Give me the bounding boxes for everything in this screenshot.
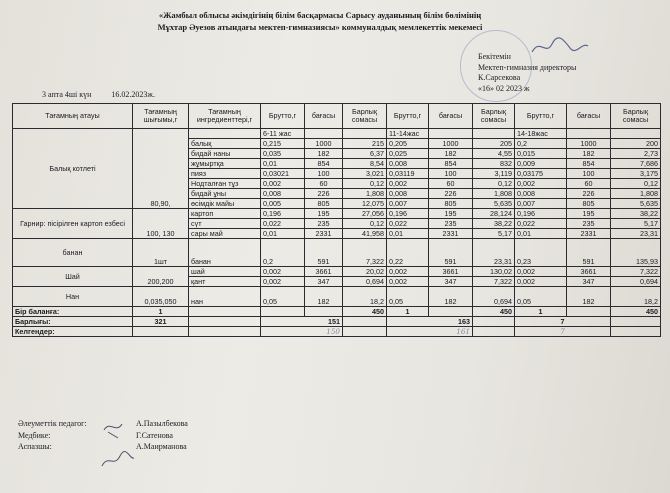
table-row: балық 0,215 1000 215 0,205 1000 205 0,2 1000 200 (13, 139, 661, 149)
table-row: пияз 0,03021 100 3,021 0,03119 100 3,119 0,03175 100 3,175 (13, 169, 661, 179)
menu-date-line (42, 90, 173, 99)
ingredient: бидай наны (189, 149, 261, 159)
ingredient: шай (189, 267, 261, 277)
table-header-row (13, 104, 661, 129)
table-row: қант 0,002 347 0,694 0,002 347 7,322 0,002 347 0,694 (13, 277, 661, 287)
dish-name: банан (13, 239, 133, 267)
table-row: өсімдік майы 0,005 805 12,075 0,007 805 5,635 0,007 805 5,635 (13, 199, 661, 209)
menu-table (12, 103, 661, 337)
table-row: бидай наны 0,035 182 6,37 0,025 182 4,55 0,015 182 2,73 (13, 149, 661, 159)
approval-line-2: Мектеп-гимназия директоры (478, 62, 577, 72)
dish-portion: 100, 130 (133, 209, 189, 239)
ingredient: Нодталған тұз (189, 179, 261, 189)
col-brutto-3: Брутто,г (515, 104, 567, 129)
table-row: сүт 0,022 235 0,12 0,022 235 38,22 0,022 235 5,17 (13, 219, 661, 229)
col-ingredient: Тағамның ингредиенттері,г (189, 104, 261, 129)
dish-portion: 80,90, (133, 129, 189, 209)
approval-date: «16» 02 2023 ж (478, 83, 530, 93)
table-row: бидай ұны 0,008 226 1,808 0,008 226 1,808 0,008 226 1,808 (13, 189, 661, 199)
ingredient: қант (189, 277, 261, 287)
ingredient: өсімдік майы (189, 199, 261, 209)
dish-portion: 200,200 (133, 267, 189, 287)
col-portion: Тағамның шығымы,г (133, 104, 189, 129)
col-brutto-1: Брутто,г (261, 104, 305, 129)
dish-name: Нан (13, 287, 133, 307)
total-row: Барлығы: 321 151 163 7 (13, 317, 661, 327)
ingredient: жұмыртқа (189, 159, 261, 169)
col-price-3: бағасы (567, 104, 611, 129)
approval-line-3: К.Сарсекова (478, 73, 521, 82)
week-day: 3 апта 4ші күн (42, 90, 92, 99)
approval-block (478, 52, 638, 94)
age-group-6-11: 6-11 жас (261, 129, 305, 139)
per-child-label: Бір баланға: (13, 307, 133, 317)
table-row: сары май 0,01 2331 41,958 0,01 2331 5,17 0,01 2331 23,31 (13, 229, 661, 239)
age-group-row (13, 129, 661, 139)
col-total-1: Барлық сомасы (343, 104, 387, 129)
col-brutto-2: Брутто,г (387, 104, 429, 129)
per-child-row: Бір баланға: 1 450 1 450 1 450 (13, 307, 661, 317)
ingredient: сүт (189, 219, 261, 229)
dish-name: Шай (13, 267, 133, 287)
institution-header (110, 9, 530, 33)
menu-date: 16.02.2023ж. (111, 90, 155, 99)
dish-portion: 1шт (133, 239, 189, 267)
ingredient: нан (189, 287, 261, 307)
table-row: Нодталған тұз 0,002 60 0,12 0,002 60 0,12 0,002 60 0,12 (13, 179, 661, 189)
col-total-2: Барлық сомасы (473, 104, 515, 129)
ingredient: сары май (189, 229, 261, 239)
ingredient: картоп (189, 209, 261, 219)
dish-name: Гарнир: пісірілген картоп езбесі (13, 209, 133, 239)
age-group-14-18: 14-18жас (515, 129, 567, 139)
table-row: жұмыртқа 0,01 854 8,54 0,008 854 832 0,009 854 7,686 (13, 159, 661, 169)
attendance-label: Келгендер: (13, 327, 133, 337)
header-line-1: «Жамбыл облысы әкімдігінің білім басқармасы Сарысу ауданының білім бөлімінің (158, 10, 482, 20)
table-row: Гарнир: пісірілген картоп езбесі 100, 130 картоп 0,196 195 27,056 0,196 195 28,124 0,196 195 38,22 (13, 209, 661, 219)
table-row: Нан 0,035,050 нан 0,05 182 18,2 0,05 182 0,694 0,05 182 18,2 (13, 287, 661, 307)
ingredient: бидай ұны (189, 189, 261, 199)
attendance-row: Келгендер: 150 161 7 (13, 327, 661, 337)
age-group-11-14: 11-14жас (387, 129, 429, 139)
ingredient: пияз (189, 169, 261, 179)
table-row: Шай 200,200 шай 0,002 3661 20,02 0,002 3661 130,02 0,002 3661 7,322 (13, 267, 661, 277)
approval-line-1: Бекітемін (478, 52, 511, 61)
col-dish: Тағамның атауы (13, 104, 133, 129)
dish-name: Балық котлеті (13, 129, 133, 209)
document-page: «Жамбыл облысы әкімдігінің білім басқармасы Сарысу ауданының білім бөлімінің Мұхтар Әуезов атындағы мектеп-гимназиясы» коммуналдық мемлекеттік мекемесі Бекітемін Мектеп-гимназия директоры К.Сарсекова «16» 02 2023 ж 3 апта 4ші күн 16.02.2023ж. Тағамның атауы Тағамның шығымы,г Тағамның ингредиенттері,г Брутто,г бағасы Барлық сомасы Брутто,г бағасы Барлық сомасы Брутто,г бағасы Барлық сомасы Балық котлеті 80,90, 6-11 жас 11-14жас 14-18жас балық 0,215 1000 215 0,205 1000 205 0,2 1000 200 бидай наны 0,035 182 6,37 0,025 182 4,55 0,015 182 2,73 жұмыртқа 0,01 854 8,54 0,008 854 832 0,009 854 7,686 пияз 0,03021 100 3,021 0,03119 100 3,119 0,03175 100 3,175 Нодталған тұз 0,002 60 0,12 0,002 60 0,12 0,002 60 0,12 бидай ұны 0,008 226 1,808 0,008 226 1,808 0,008 226 1,808 өсімдік майы 0,005 805 12,075 0,007 805 5,635 0,007 805 5,635 Гарнир: пісірілген картоп езбесі 100, 130 картоп 0,196 195 27,056 0,196 195 28,124 0,196 195 38,22 сүт 0,022 235 0,12 0,022 235 38,22 0,022 235 5,17 сары май 0,01 2331 41,958 0,01 2331 5,17 0,01 2331 23,31 банан 1шт банан 0,2 591 7,322 0,22 591 23,31 0,23 591 135,93 Шай 200,200 шай 0,002 3661 20,02 0,002 3661 130,02 0,002 3661 7,322 қант 0,002 347 0,694 0,002 347 7,322 0,002 347 0,694 Нан 0,035,050 нан 0,05 182 18,2 0,05 182 0,694 0,05 182 18,2 Бір баланға: 1 450 1 450 1 450 Барлығы: 321 151 163 7 Келгендер: 150 161 7 Әлеуметтік педагог: А.Пазылбекова Медбике: Г.Сатенова Аспазшы: А.Маирманова (0, 0, 670, 493)
header-line-2: Мұхтар Әуезов атындағы мектеп-гимназиясы» коммуналдық мемлекеттік мекемесі (157, 22, 483, 32)
dish-portion: 0,035,050 (133, 287, 189, 307)
handwritten-signatures (100, 420, 136, 470)
col-price-1: бағасы (305, 104, 343, 129)
col-total-3: Барлық сомасы (611, 104, 661, 129)
col-price-2: бағасы (429, 104, 473, 129)
ingredient: банан (189, 239, 261, 267)
total-label: Барлығы: (13, 317, 133, 327)
ingredient: балық (189, 139, 261, 149)
table-row: банан 1шт банан 0,2 591 7,322 0,22 591 23,31 0,23 591 135,93 (13, 239, 661, 267)
